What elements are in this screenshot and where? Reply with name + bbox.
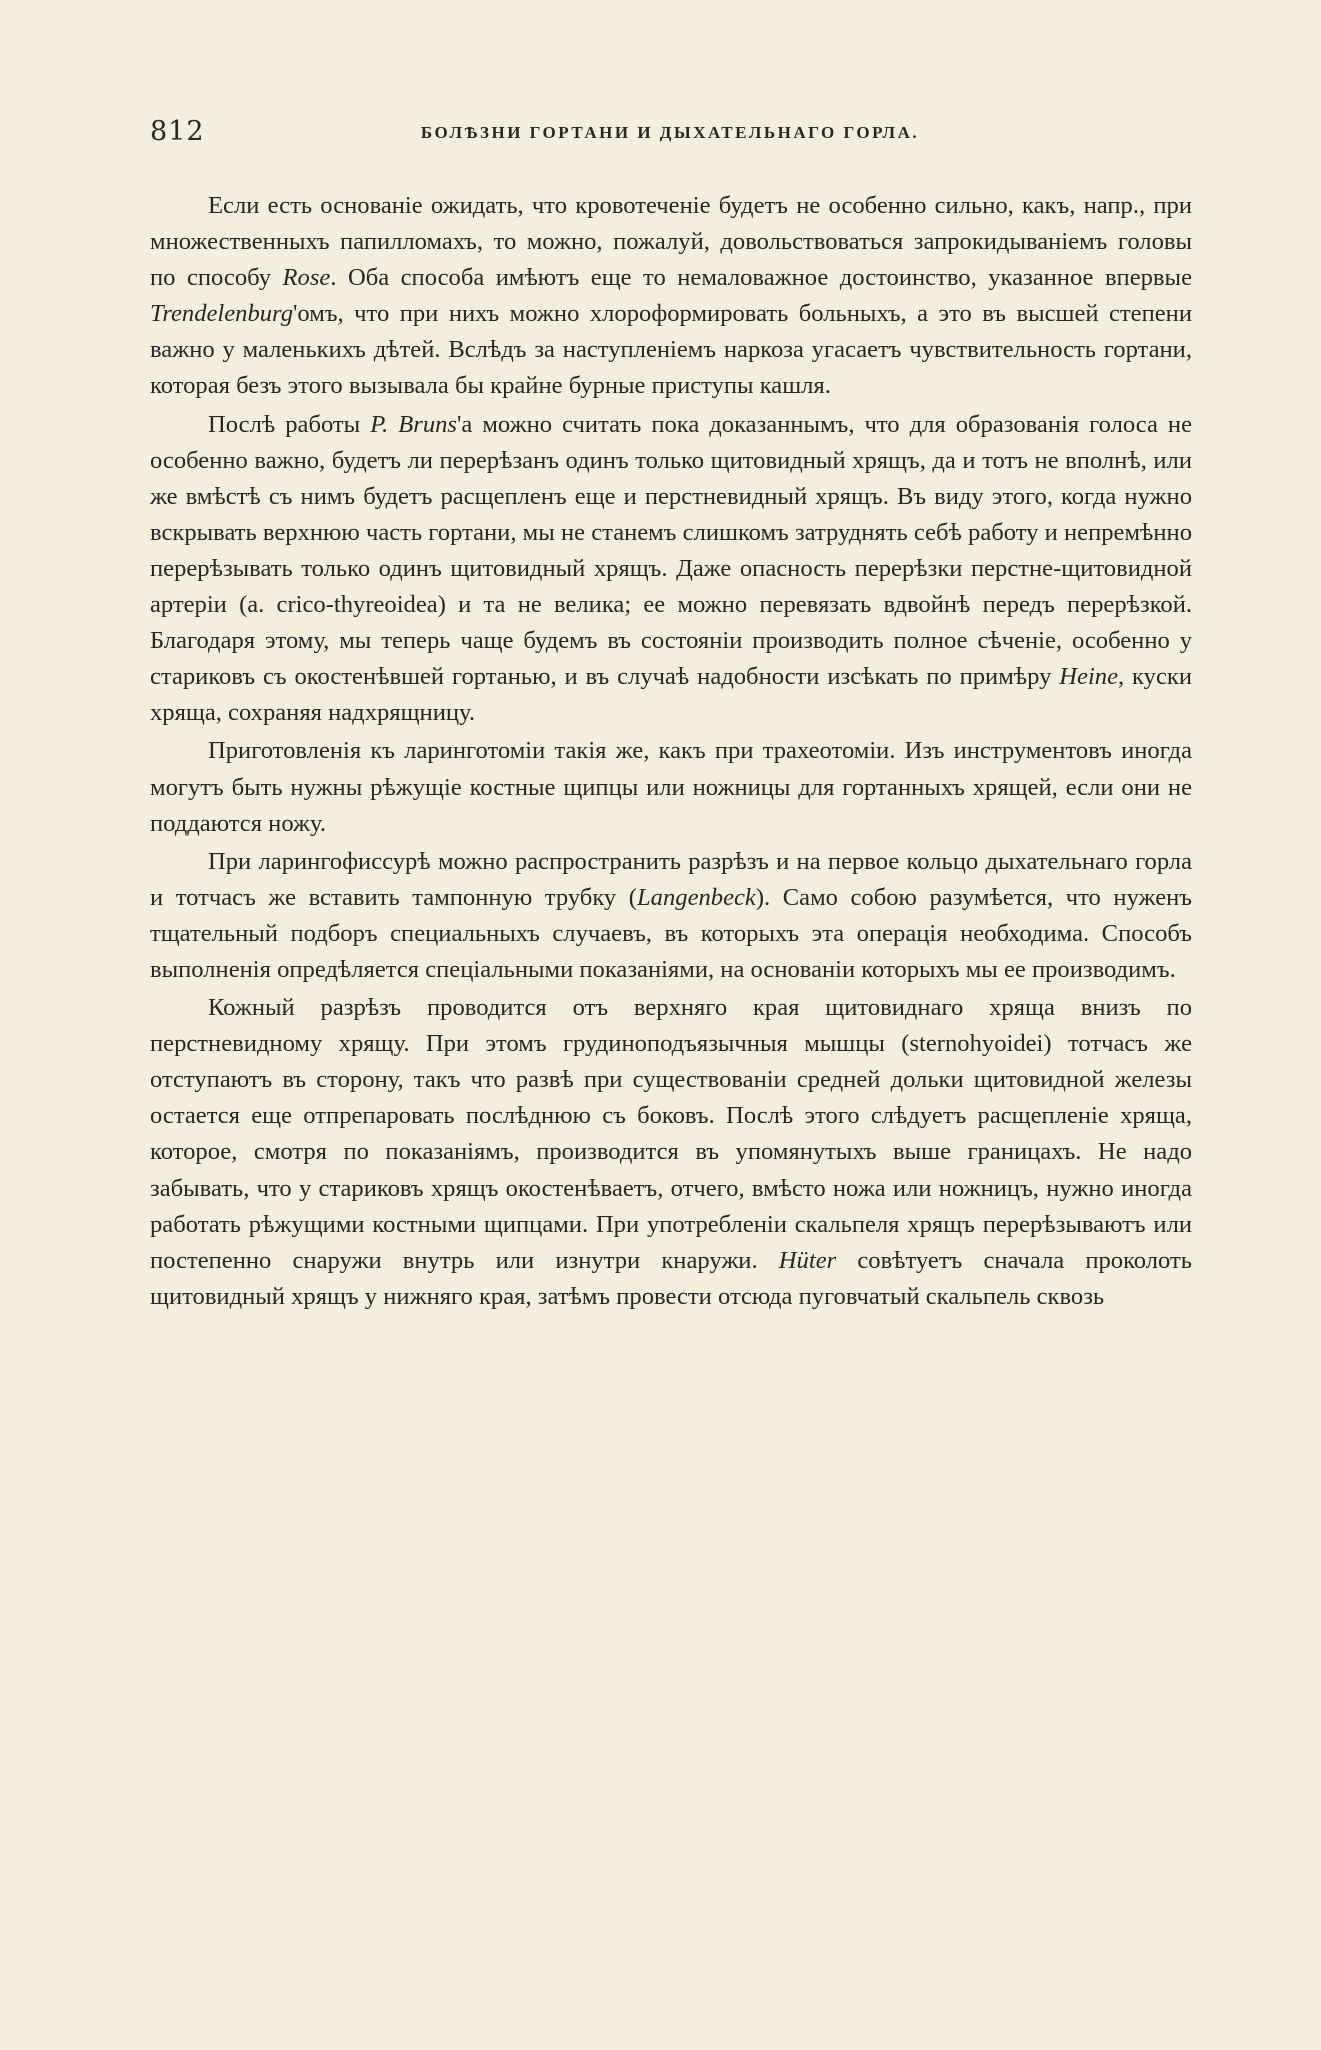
author-name: Rose [282, 264, 331, 292]
paragraph [150, 844, 1192, 988]
page-header [150, 116, 1190, 156]
page-number: 812 [150, 116, 205, 147]
author-name: Hüter [778, 1246, 837, 1274]
text-run: 'а можно считать пока доказаннымъ, что для образованія голоса не особенно важно, будетъ ли перерѣзанъ одинъ только щитовидный хрящъ, да и тотъ не вполнѣ, или же вмѣстѣ съ нимъ будетъ расщепленъ еще и перстневидный хрящъ. Въ виду этого, когда нужно вскрывать верхнюю часть гортани, мы не станемъ слишкомъ затруднять себѣ работу и непремѣнно перерѣзывать только одинъ щитовидный хрящъ. Даже опасность перерѣзки перстне-щитовидной артеріи (a. crico-thyreoidea) и та не велика; ее можно перевязать вдвойнѣ передъ перерѣзкой. Благодаря этому, мы теперь чаще будемъ въ состояніи производить полное сѣченіе, особенно у стариковъ съ окостенѣвшей гортанью, и въ случаѣ надобности изсѣкать по примѣру [150, 410, 1192, 691]
author-name: P. Bruns [370, 410, 457, 438]
text-run: Кожный разрѣзъ проводится отъ верхняго края щитовиднаго хряща внизъ по перстневидному хрящу. При этомъ грудиноподъязычныя мышцы (sternohyoidei) тотчасъ же отступаютъ въ сторону, такъ что развѣ при существованіи средней дольки щитовидной железы остается еще отпрепаровать послѣднюю съ боковъ. Послѣ этого слѣдуетъ расщепленіе хряща, которое, смотря по показаніямъ, производится въ упомянутыхъ выше границахъ. Не надо забывать, что у стариковъ хрящъ окостенѣваетъ, отчего, вмѣсто ножа или ножницъ, нужно иногда работать рѣжущими костными щипцами. При употребленіи скальпеля хрящъ перерѣзываютъ или постепенно снаружи внутрь или изнутри кнаружи. [150, 994, 1192, 1274]
running-title: БОЛѢЗНИ ГОРТАНИ И ДЫХАТЕЛЬНАГО ГОРЛА. [420, 123, 920, 142]
author-name: Heine [1059, 663, 1119, 691]
text-run: , куски хряща, сохраняя надхрящницу. [150, 663, 1192, 727]
text-run: При ларингофиссурѣ можно распространить разрѣзъ и на первое кольцо дыхательнаго горла и тотчасъ же вставить тампонную трубку ( [150, 847, 1192, 911]
body-text [150, 188, 1192, 1317]
text-run: Послѣ работы [208, 410, 371, 438]
text-run: Приготовленія къ ларинготоміи такія же, какъ при трахеотоміи. Изъ инструментовъ иногда могутъ быть нужны рѣжущіе костные щипцы или ножницы для гортанныхъ хрящей, если они не поддаются ножу. [150, 737, 1192, 837]
paragraph [150, 733, 1192, 841]
text-run: совѣтуетъ сначала проколоть щитовидный хрящъ у нижняго края, затѣмъ провести отсюда пуговчатый скальпель сквозь [150, 1246, 1192, 1310]
author-name: Trendelenburg [150, 300, 293, 328]
author-name: Langenbeck [637, 883, 756, 911]
paragraph [150, 188, 1192, 405]
paragraph [150, 990, 1192, 1315]
text-run: . Оба способа имѣютъ еще то немаловажное достоинство, указанное впервые [330, 264, 1192, 292]
text-run: 'омъ, что при нихъ можно хлороформировать больныхъ, а это въ высшей степени важно у маленькихъ дѣтей. Вслѣдъ за наступленіемъ наркоза угасаетъ чувствительность гортани, которая безъ этого вызывала бы крайне бурные приступы кашля. [150, 300, 1192, 400]
text-run: Если есть основаніе ожидать, что кровотеченіе будетъ не особенно сильно, какъ, напр., при множественныхъ папилломахъ, то можно, пожалуй, довольствоваться запрокидываніемъ головы по способу [150, 192, 1192, 292]
paragraph [150, 407, 1192, 732]
text-run: ). Само собою разумѣется, что нуженъ тщательный подборъ специальныхъ случаевъ, въ которыхъ эта операція необходима. Способъ выполненія опредѣляется спеціальными показаніями, на основаніи которыхъ мы ее производимъ. [150, 883, 1193, 983]
